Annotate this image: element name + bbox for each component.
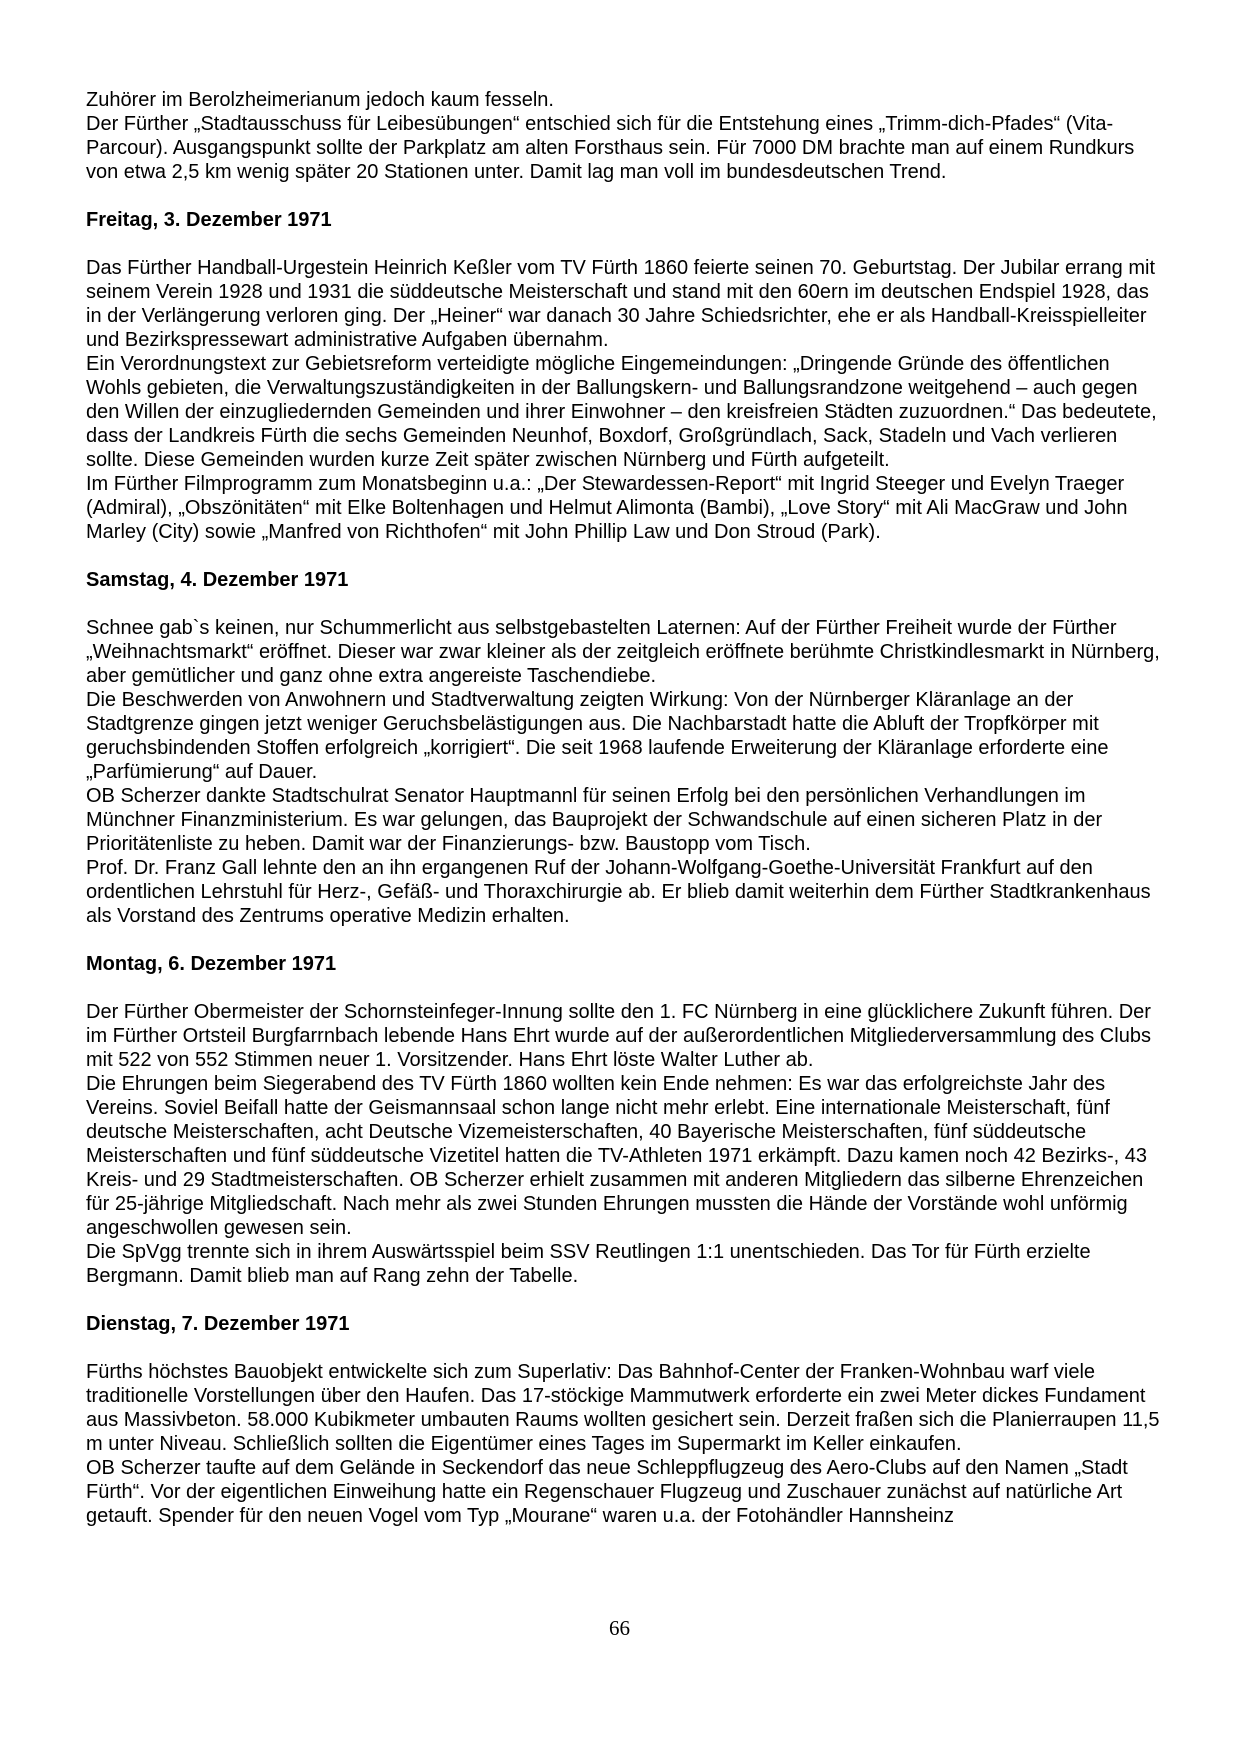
page-number: 66 — [609, 1616, 630, 1640]
paragraph: Das Fürther Handball-Urgestein Heinrich Keßler vom TV Fürth 1860 feierte seinen 70. Geburtstag. Der Jubilar errang mit seinem Verein 1928 und 1931 die süddeutsche Meisterschaft und stand mit den 60ern im deutschen Endspiel 1928, das in der Verlängerung verloren ging. Der „Heiner“ war danach 30 Jahre Schiedsrichter, ehe er als Handball-Kreisspielleiter und Bezirkspressewart administrative Aufgaben übernahm. — [86, 257, 1155, 351]
intro-paragraph: Zuhörer im Berolzheimerianum jedoch kaum fesseln. — [86, 89, 554, 111]
text-column — [86, 88, 1164, 1528]
paragraph: OB Scherzer taufte auf dem Gelände in Seckendorf das neue Schleppflugzeug des Aero-Clubs auf den Namen „Stadt Fürth“. Vor der eigentlichen Einweihung hatte ein Regenschauer Flugzeug und Zuschauer zunächst auf natürliche Art getauft. Spender für den neuen Vogel vom Typ „Mourane“ waren u.a. der Fotohändler Hannsheinz — [86, 1457, 1128, 1527]
section-heading-montag-6-dezember: Montag, 6. Dezember 1971 — [86, 953, 337, 975]
paragraph: Schnee gab`s keinen, nur Schummerlicht aus selbstgebastelten Laternen: Auf der Fürther Freiheit wurde der Fürther „Weihnachtsmarkt“ eröffnet. Dieser war zwar kleiner als der zeitgleich eröffnete berühmte Christkindlesmarkt in Nürnberg, aber gemütlicher und ganz ohne extra angereiste Taschendiebe. — [86, 617, 1160, 687]
paragraph: Der Fürther Obermeister der Schornsteinfeger-Innung sollte den 1. FC Nürnberg in eine glücklichere Zukunft führen. Der im Fürther Ortsteil Burgfarrnbach lebende Hans Ehrt wurde auf der außerordentlichen Mitgliederversammlung des Clubs mit 522 von 552 Stimmen neuer 1. Vorsitzender. Hans Ehrt löste Walter Luther ab. — [86, 1001, 1151, 1071]
page-footer — [0, 1616, 1239, 1640]
paragraph: Im Fürther Filmprogramm zum Monatsbeginn u.a.: „Der Stewardessen-Report“ mit Ingrid Steeger und Evelyn Traeger (Admiral), „Obszönitäten“ mit Elke Boltenhagen und Helmut Alimonta (Bambi), „Love Story“ mit Ali MacGraw und John Marley (City) sowie „Manfred von Richthofen“ mit John Phillip Law und Don Stroud (Park). — [86, 473, 1128, 543]
paragraph: Prof. Dr. Franz Gall lehnte den an ihn ergangenen Ruf der Johann-Wolfgang-Goethe-Universität Frankfurt auf den ordentlichen Lehrstuhl für Herz-, Gefäß- und Thoraxchirurgie ab. Er blieb damit weiterhin dem Fürther Stadtkrankenhaus als Vorstand des Zentrums operative Medizin erhalten. — [86, 857, 1151, 927]
paragraph: Ein Verordnungstext zur Gebietsreform verteidigte mögliche Eingemeindungen: „Dringende Gründe des öffentlichen Wohls gebieten, die Verwaltungszuständigkeiten in der Ballungskern- und Ballungsrandzone weitgehend – auch gegen den Willen der einzugliedernden Gemeinden und ihrer Einwohner – den kreisfreien Städten zuzuordnen.“ Das bedeutete, dass der Landkreis Fürth die sechs Gemeinden Neunhof, Boxdorf, Großgründlach, Sack, Stadeln und Vach verlieren sollte. Diese Gemeinden wurden kurze Zeit später zwischen Nürnberg und Fürth aufgeteilt. — [86, 353, 1157, 471]
section-heading-dienstag-7-dezember: Dienstag, 7. Dezember 1971 — [86, 1313, 350, 1335]
paragraph: Die SpVgg trennte sich in ihrem Auswärtsspiel beim SSV Reutlingen 1:1 unentschieden. Das Tor für Fürth erzielte Bergmann. Damit blieb man auf Rang zehn der Tabelle. — [86, 1241, 1091, 1287]
intro-paragraph: Der Fürther „Stadtausschuss für Leibesübungen“ entschied sich für die Entstehung eines „Trimm-dich-Pfades“ (Vita-Parcour). Ausgangspunkt sollte der Parkplatz am alten Forsthaus sein. Für 7000 DM brachte man auf einem Rundkurs von etwa 2,5 km wenig später 20 Stationen unter. Damit lag man voll im bundesdeutschen Trend. — [86, 113, 1135, 183]
paragraph: Fürths höchstes Bauobjekt entwickelte sich zum Superlativ: Das Bahnhof-Center der Franken-Wohnbau warf viele traditionelle Vorstellungen über den Haufen. Das 17-stöckige Mammutwerk erforderte ein zwei Meter dickes Fundament aus Massivbeton. 58.000 Kubikmeter umbauten Raums wollten gesichert sein. Derzeit fraßen sich die Planierraupen 11,5 m unter Niveau. Schließlich sollten die Eigentümer eines Tages im Supermarkt im Keller einkaufen. — [86, 1361, 1160, 1455]
paragraph: OB Scherzer dankte Stadtschulrat Senator Hauptmannl für seinen Erfolg bei den persönlichen Verhandlungen im Münchner Finanzministerium. Es war gelungen, das Bauprojekt der Schwandschule auf einen sicheren Platz in der Prioritätenliste zu heben. Damit war der Finanzierungs- bzw. Baustopp vom Tisch. — [86, 785, 1103, 855]
paragraph: Die Beschwerden von Anwohnern und Stadtverwaltung zeigten Wirkung: Von der Nürnberger Kläranlage an der Stadtgrenze gingen jetzt weniger Geruchsbelästigungen aus. Die Nachbarstadt hatte die Abluft der Tropfkörper mit geruchsbindenden Stoffen erfolgreich „korrigiert“. Die seit 1968 laufende Erweiterung der Kläranlage erforderte eine „Parfümierung“ auf Dauer. — [86, 689, 1109, 783]
section-heading-freitag-3-dezember: Freitag, 3. Dezember 1971 — [86, 209, 332, 231]
section-heading-samstag-4-dezember: Samstag, 4. Dezember 1971 — [86, 569, 349, 591]
paragraph: Die Ehrungen beim Siegerabend des TV Fürth 1860 wollten kein Ende nehmen: Es war das erfolgreichste Jahr des Vereins. Soviel Beifall hatte der Geismannsaal schon lange nicht mehr erlebt. Eine internationale Meisterschaft, fünf deutsche Meisterschaften, acht Deutsche Vizemeisterschaften, 40 Bayerische Meisterschaften, fünf süddeutsche Meisterschaften und fünf süddeutsche Vizetitel hatten die TV-Athleten 1971 erkämpft. Dazu kamen noch 42 Bezirks-, 43 Kreis- und 29 Stadtmeisterschaften. OB Scherzer erhielt zusammen mit anderen Mitgliedern das silberne Ehrenzeichen für 25-jährige Mitgliedschaft. Nach mehr als zwei Stunden Ehrungen mussten die Hände der Vorstände wohl unförmig angeschwollen gewesen sein. — [86, 1073, 1147, 1239]
